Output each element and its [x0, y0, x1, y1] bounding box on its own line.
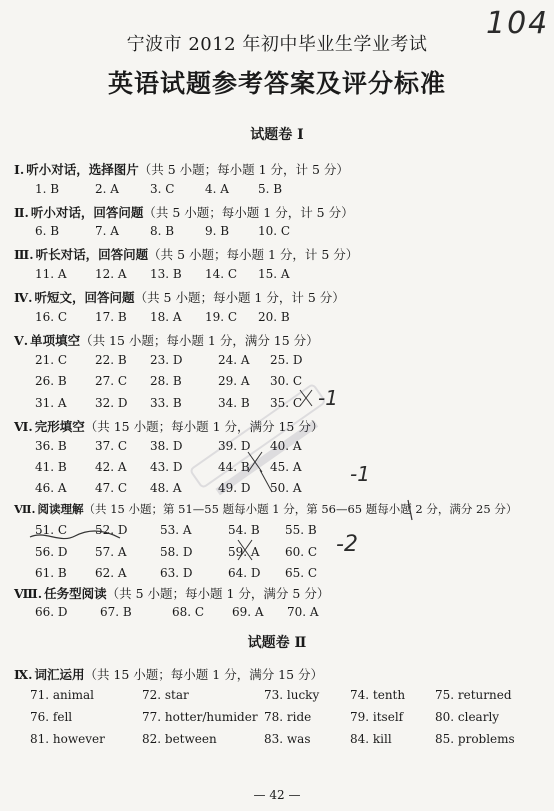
answer: 8. B: [150, 224, 175, 238]
answer: 39. D: [218, 439, 251, 453]
page-number: — 42 —: [253, 788, 301, 802]
answer: 42. A: [95, 460, 127, 474]
answer: 19. C: [205, 310, 238, 324]
answer: 74. tenth: [350, 688, 406, 702]
handwritten-deduction-vii: -2: [336, 532, 358, 557]
answer: 68. C: [172, 605, 205, 619]
answer: 57. A: [95, 545, 127, 559]
section-heading: Ⅰ. 听小对话，选择图片（共 5 小题；每小题 1 分，计 5 分）: [14, 162, 349, 177]
answer: 13. B: [150, 267, 182, 281]
answer: 28. B: [150, 374, 182, 388]
answer: 76. fell: [30, 710, 73, 724]
volume-heading-1: 试题卷 Ⅰ: [250, 127, 304, 143]
answer: 54. B: [228, 523, 260, 537]
answer: 30. C: [270, 374, 303, 388]
answer: 34. B: [218, 396, 250, 410]
answer: 77. hotter/humider: [142, 710, 258, 724]
answer: 65. C: [285, 566, 318, 580]
answer: 79. itself: [350, 710, 404, 724]
answer: 83. was: [264, 732, 311, 746]
answer: 33. B: [150, 396, 182, 410]
answer: 16. C: [35, 310, 68, 324]
answer: 38. D: [150, 439, 183, 453]
answer: 81. however: [30, 732, 105, 746]
answer: 56. D: [35, 545, 68, 559]
answer: 47. C: [95, 481, 128, 495]
answer: 35. C: [270, 396, 303, 410]
answer: 40. A: [270, 439, 302, 453]
answer: 53. A: [160, 523, 192, 537]
answer: 60. C: [285, 545, 318, 559]
handwritten-score: 104: [486, 6, 550, 41]
answer: 63. D: [160, 566, 193, 580]
answer: 24. A: [218, 353, 250, 367]
answer: 32. D: [95, 396, 128, 410]
answer: 59. A: [228, 545, 260, 559]
handwritten-deduction-vi: -1: [350, 462, 370, 486]
exam-title: 宁波市 2012 年初中毕业生学业考试: [126, 34, 428, 55]
answer: 27. C: [95, 374, 128, 388]
answer: 14. C: [205, 267, 238, 281]
answer: 50. A: [270, 481, 302, 495]
section-heading: Ⅶ. 阅读理解（共 15 小题；第 51—55 题每小题 1 分，第 56—65 题每小题 2 分，满分 25 分）: [14, 502, 518, 516]
answer: 37. C: [95, 439, 128, 453]
answer: 49. D: [218, 481, 251, 495]
answer: 78. ride: [264, 710, 312, 724]
section-heading: Ⅸ. 词汇运用（共 15 小题；每小题 1 分，满分 15 分）: [14, 667, 324, 682]
answer: 84. kill: [350, 732, 392, 746]
section-heading: Ⅷ. 任务型阅读（共 5 小题；每小题 1 分，满分 5 分）: [14, 586, 330, 601]
answer: 3. C: [150, 182, 175, 196]
answer: 52. D: [95, 523, 128, 537]
answer: 73. lucky: [264, 688, 320, 702]
answer: 82. between: [142, 732, 217, 746]
answer: 44. B: [218, 460, 250, 474]
answer: 10. C: [258, 224, 291, 238]
answer: 36. B: [35, 439, 67, 453]
section-heading: Ⅱ. 听小对话，回答问题（共 5 小题；每小题 1 分，计 5 分）: [14, 205, 354, 220]
answer: 21. C: [35, 353, 68, 367]
answer: 29. A: [218, 374, 250, 388]
answer: 17. B: [95, 310, 127, 324]
answer: 7. A: [95, 224, 119, 238]
answer: 64. D: [228, 566, 261, 580]
answer: 1. B: [35, 182, 60, 196]
answer: 18. A: [150, 310, 182, 324]
answer: 20. B: [258, 310, 290, 324]
answer: 67. B: [100, 605, 132, 619]
answer: 41. B: [35, 460, 67, 474]
answer: 62. A: [95, 566, 127, 580]
section-heading: Ⅵ. 完形填空（共 15 小题；每小题 1 分，满分 15 分）: [14, 419, 324, 434]
answer: 58. D: [160, 545, 193, 559]
answer: 15. A: [258, 267, 290, 281]
answer: 69. A: [232, 605, 264, 619]
answer: 48. A: [150, 481, 182, 495]
answer: 26. B: [35, 374, 67, 388]
answer: 9. B: [205, 224, 230, 238]
answer: 85. problems: [435, 732, 515, 746]
document-title: 英语试题参考答案及评分标准: [107, 69, 446, 98]
answer: 22. B: [95, 353, 127, 367]
answer: 80. clearly: [435, 710, 500, 724]
answer: 71. animal: [30, 688, 94, 702]
section-heading: Ⅴ. 单项填空（共 15 小题；每小题 1 分，满分 15 分）: [14, 333, 319, 348]
answer: 6. B: [35, 224, 60, 238]
answer: 4. A: [205, 182, 229, 196]
answer: 55. B: [285, 523, 317, 537]
section-heading: Ⅳ. 听短文，回答问题（共 5 小题；每小题 1 分，计 5 分）: [14, 290, 345, 305]
answer: 25. D: [270, 353, 303, 367]
answer: 11. A: [35, 267, 67, 281]
answer: 2. A: [95, 182, 119, 196]
section-heading: Ⅲ. 听长对话，回答问题（共 5 小题；每小题 1 分，计 5 分）: [14, 247, 359, 262]
answer: 72. star: [142, 688, 189, 702]
answer: 70. A: [287, 605, 319, 619]
answer: 12. A: [95, 267, 127, 281]
handwritten-deduction-v: -1: [318, 386, 338, 410]
volume-heading-2: 试题卷 Ⅱ: [247, 635, 307, 651]
answer: 43. D: [150, 460, 183, 474]
answer: 51. C: [35, 523, 68, 537]
answer: 31. A: [35, 396, 67, 410]
answer: 45. A: [270, 460, 302, 474]
answer: 75. returned: [435, 688, 512, 702]
answer: 5. B: [258, 182, 283, 196]
answer: 61. B: [35, 566, 67, 580]
answer: 23. D: [150, 353, 183, 367]
answer: 66. D: [35, 605, 68, 619]
answer: 46. A: [35, 481, 67, 495]
